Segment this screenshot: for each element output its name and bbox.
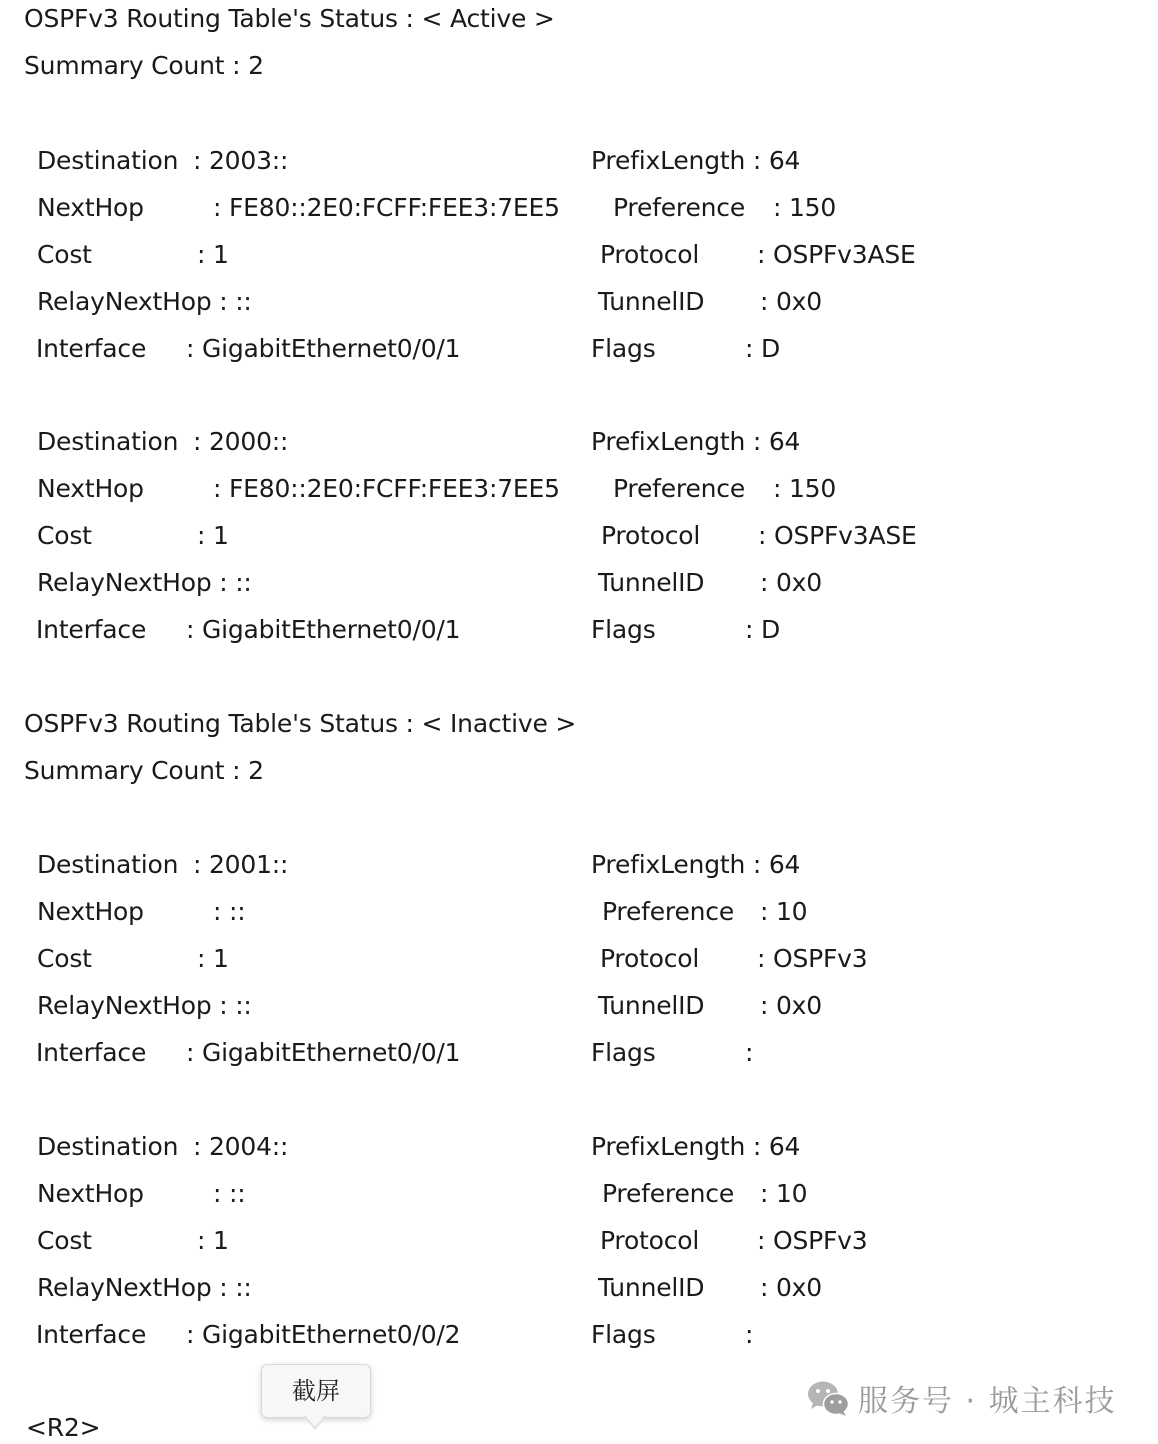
prefixlength-field: PrefixLength : 64 xyxy=(591,1132,801,1161)
nexthop-value: : :: xyxy=(213,1179,246,1208)
interface-value: : GigabitEthernet0/0/1 xyxy=(186,615,461,644)
tunnelid-label: TunnelID xyxy=(598,1273,705,1302)
tunnelid-value: : 0x0 xyxy=(760,568,822,597)
relaynexthop-field: RelayNextHop : :: xyxy=(37,991,252,1020)
screenshot-tooltip: 截屏 xyxy=(261,1364,371,1418)
relaynexthop-field: RelayNextHop : :: xyxy=(37,568,252,597)
relaynexthop-field: RelayNextHop : :: xyxy=(37,1273,252,1302)
cost-value: : 1 xyxy=(197,944,229,973)
protocol-label: Protocol xyxy=(600,1226,700,1255)
nexthop-label: NextHop xyxy=(37,193,144,222)
tunnelid-value: : 0x0 xyxy=(760,287,822,316)
protocol-value: : OSPFv3ASE xyxy=(757,240,916,269)
protocol-label: Protocol xyxy=(601,521,701,550)
flags-label: Flags xyxy=(591,615,656,644)
cost-label: Cost xyxy=(37,240,92,269)
tunnelid-label: TunnelID xyxy=(598,568,705,597)
status-line-inactive: OSPFv3 Routing Table's Status : < Inactive > xyxy=(24,709,577,738)
flags-label: Flags xyxy=(591,1038,656,1067)
flags-label: Flags xyxy=(591,334,656,363)
interface-label: Interface xyxy=(36,1320,147,1349)
nexthop-label: NextHop xyxy=(37,474,144,503)
preference-label: Preference xyxy=(602,897,735,926)
flags-value: : D xyxy=(745,334,781,363)
preference-label: Preference xyxy=(613,193,746,222)
tunnelid-value: : 0x0 xyxy=(760,1273,822,1302)
watermark-text: 服务号 · 城主科技 xyxy=(858,1384,1117,1419)
tunnelid-label: TunnelID xyxy=(598,287,705,316)
status-line-active: OSPFv3 Routing Table's Status : < Active > xyxy=(24,4,555,33)
cli-prompt[interactable]: <R2> xyxy=(26,1413,101,1442)
wechat-icon xyxy=(806,1378,850,1418)
preference-label: Preference xyxy=(613,474,746,503)
cost-label: Cost xyxy=(37,521,92,550)
destination-label: Destination xyxy=(37,427,179,456)
prefixlength-field: PrefixLength : 64 xyxy=(591,146,801,175)
cost-label: Cost xyxy=(37,944,92,973)
preference-value: : 150 xyxy=(773,193,837,222)
destination-label: Destination xyxy=(37,850,179,879)
protocol-value: : OSPFv3ASE xyxy=(758,521,917,550)
destination-value: : 2003:: xyxy=(193,146,289,175)
tunnelid-value: : 0x0 xyxy=(760,991,822,1020)
destination-value: : 2004:: xyxy=(193,1132,289,1161)
flags-label: Flags xyxy=(591,1320,656,1349)
interface-value: : GigabitEthernet0/0/2 xyxy=(186,1320,461,1349)
protocol-value: : OSPFv3 xyxy=(757,944,868,973)
summary-count-inactive: Summary Count : 2 xyxy=(24,756,264,785)
cost-value: : 1 xyxy=(197,521,229,550)
flags-value: : xyxy=(745,1038,754,1067)
flags-value: : xyxy=(745,1320,754,1349)
preference-value: : 150 xyxy=(773,474,837,503)
preference-value: : 10 xyxy=(760,1179,808,1208)
relaynexthop-field: RelayNextHop : :: xyxy=(37,287,252,316)
destination-value: : 2000:: xyxy=(193,427,289,456)
cost-label: Cost xyxy=(37,1226,92,1255)
tooltip-arrow-inner xyxy=(305,1415,325,1427)
nexthop-label: NextHop xyxy=(37,1179,144,1208)
prefixlength-field: PrefixLength : 64 xyxy=(591,850,801,879)
watermark xyxy=(806,1376,1117,1420)
preference-label: Preference xyxy=(602,1179,735,1208)
summary-count-active: Summary Count : 2 xyxy=(24,51,264,80)
destination-label: Destination xyxy=(37,146,179,175)
interface-value: : GigabitEthernet0/0/1 xyxy=(186,1038,461,1067)
interface-label: Interface xyxy=(36,334,147,363)
preference-value: : 10 xyxy=(760,897,808,926)
flags-value: : D xyxy=(745,615,781,644)
tunnelid-label: TunnelID xyxy=(598,991,705,1020)
destination-label: Destination xyxy=(37,1132,179,1161)
protocol-label: Protocol xyxy=(600,240,700,269)
cost-value: : 1 xyxy=(197,1226,229,1255)
nexthop-value: : FE80::2E0:FCFF:FEE3:7EE5 xyxy=(213,474,560,503)
protocol-label: Protocol xyxy=(600,944,700,973)
nexthop-label: NextHop xyxy=(37,897,144,926)
nexthop-value: : :: xyxy=(213,897,246,926)
prefixlength-field: PrefixLength : 64 xyxy=(591,427,801,456)
destination-value: : 2001:: xyxy=(193,850,289,879)
cost-value: : 1 xyxy=(197,240,229,269)
interface-label: Interface xyxy=(36,615,147,644)
nexthop-value: : FE80::2E0:FCFF:FEE3:7EE5 xyxy=(213,193,560,222)
protocol-value: : OSPFv3 xyxy=(757,1226,868,1255)
interface-label: Interface xyxy=(36,1038,147,1067)
interface-value: : GigabitEthernet0/0/1 xyxy=(186,334,461,363)
